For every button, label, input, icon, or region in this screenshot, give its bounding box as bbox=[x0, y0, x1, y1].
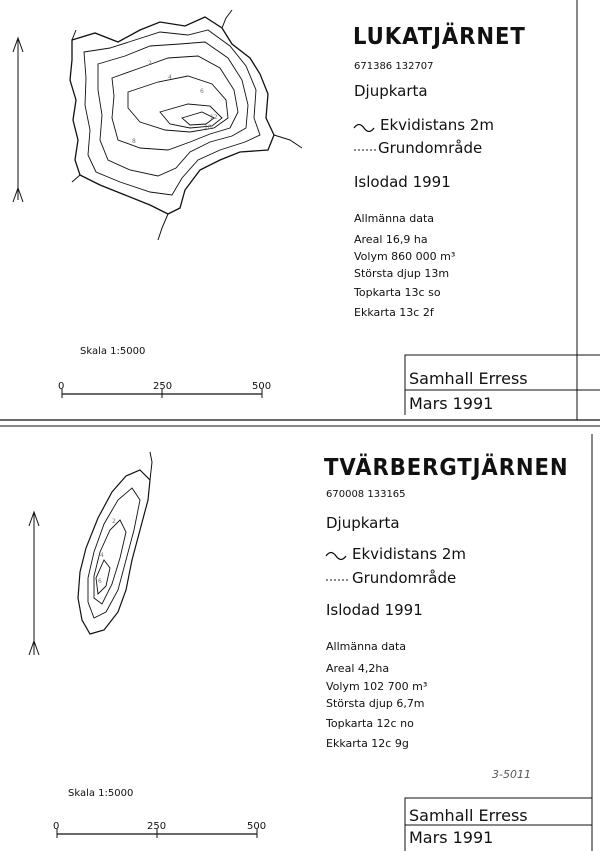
map-type: Djupkarta bbox=[326, 514, 400, 532]
survey-info: Islodad 1991 bbox=[354, 173, 451, 191]
depth-label: 6 bbox=[200, 88, 204, 95]
legend-shallow-label: Grundområde bbox=[378, 139, 483, 157]
lake-name: LUKATJÄRNET bbox=[353, 24, 526, 50]
stamp-organization: Samhall Erress bbox=[409, 806, 528, 825]
lake-coordinates: 671386 132707 bbox=[354, 61, 434, 72]
legend-shallow-label: Grundområde bbox=[352, 569, 457, 587]
topo-map-ref: Topkarta 12c no bbox=[326, 717, 414, 730]
handwritten-note: 3-5011 bbox=[492, 768, 531, 781]
scale-tick: 0 bbox=[58, 381, 65, 392]
corner-map-ref: Ekkarta 13c 2f bbox=[354, 306, 434, 319]
area-value: Areal 4,2ha bbox=[326, 662, 390, 675]
depth-label: 10 bbox=[204, 124, 212, 131]
north-arrow-icon bbox=[13, 38, 23, 202]
depth-label: 8 bbox=[132, 138, 136, 145]
stamp-date: Mars 1991 bbox=[409, 828, 494, 847]
lake-name: TVÄRBERGTJÄRNEN bbox=[324, 455, 569, 481]
contour-symbol-icon bbox=[354, 125, 374, 132]
scale-tick: 250 bbox=[147, 821, 167, 832]
volume-value: Volym 860 000 m³ bbox=[354, 250, 456, 263]
max-depth-value: Största djup 6,7m bbox=[326, 697, 425, 710]
lake-outline bbox=[70, 10, 302, 240]
map-type: Djupkarta bbox=[354, 82, 428, 100]
north-arrow-icon bbox=[29, 512, 39, 655]
legend-contour-label: Ekvidistans 2m bbox=[380, 116, 495, 134]
scale-label: Skala 1:5000 bbox=[80, 346, 146, 357]
survey-info: Islodad 1991 bbox=[326, 601, 423, 619]
scale-tick: 500 bbox=[247, 821, 267, 832]
depth-label: 4 bbox=[168, 74, 172, 81]
scale-tick: 500 bbox=[252, 381, 272, 392]
general-data-heading: Allmänna data bbox=[326, 640, 407, 653]
depth-label: 6 bbox=[98, 578, 102, 585]
scale-tick: 250 bbox=[153, 381, 173, 392]
stamp-organization: Samhall Erress bbox=[409, 369, 528, 388]
depth-label: 2 bbox=[148, 60, 152, 67]
depth-label: 12 bbox=[210, 114, 218, 121]
scale-tick: 0 bbox=[53, 821, 60, 832]
general-data-heading: Allmänna data bbox=[354, 212, 435, 225]
legend-contour-label: Ekvidistans 2m bbox=[352, 545, 467, 563]
area-value: Areal 16,9 ha bbox=[354, 233, 428, 246]
depth-label: 4 bbox=[100, 552, 104, 559]
corner-map-ref: Ekkarta 12c 9g bbox=[326, 737, 409, 750]
volume-value: Volym 102 700 m³ bbox=[326, 680, 428, 693]
topo-map-ref: Topkarta 13c so bbox=[354, 286, 441, 299]
depth-label: 2 bbox=[112, 518, 116, 525]
scale-label: Skala 1:5000 bbox=[68, 788, 134, 799]
contour-symbol-icon bbox=[326, 553, 346, 560]
max-depth-value: Största djup 13m bbox=[354, 267, 450, 280]
stamp-date: Mars 1991 bbox=[409, 394, 494, 413]
lake-coordinates: 670008 133165 bbox=[326, 489, 406, 500]
lake-outline bbox=[78, 452, 152, 634]
